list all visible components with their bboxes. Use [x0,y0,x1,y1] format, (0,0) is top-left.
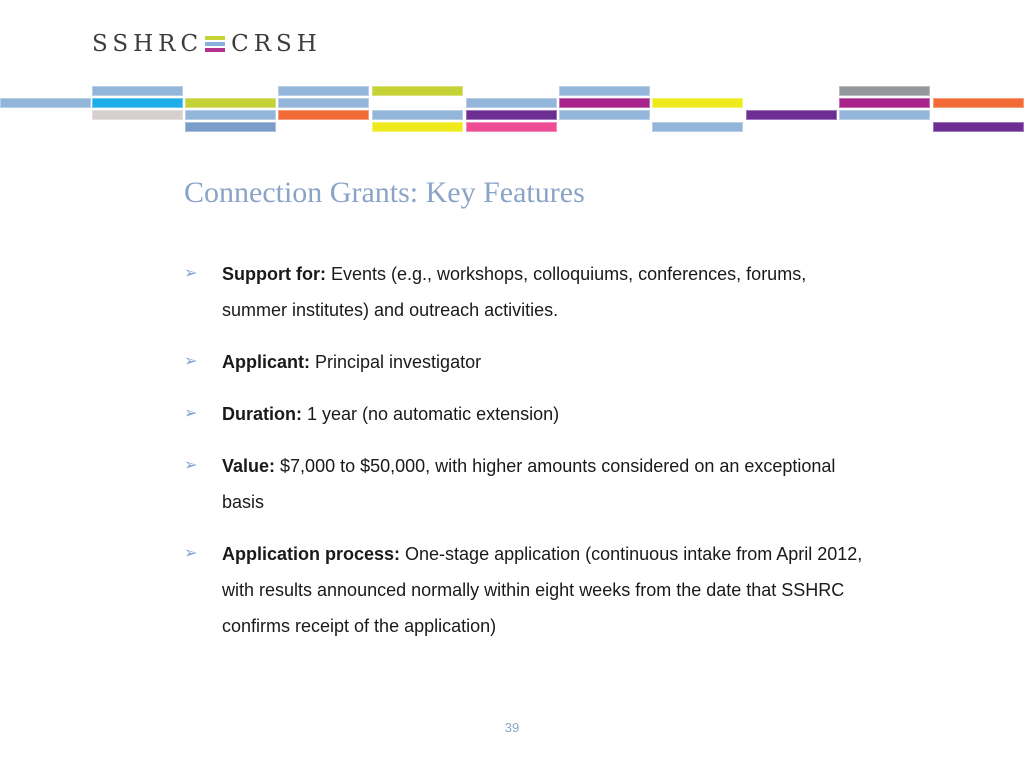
arrow-bullet-icon: ➢ [184,265,198,282]
color-bar [372,122,463,132]
feature-text: $7,000 to $50,000, with higher amounts considered on an exceptional basis [222,456,836,512]
feature-label: Duration: [222,404,302,424]
color-bar [92,98,183,108]
page-number: 39 [504,720,520,735]
feature-list [184,256,864,660]
color-bar [652,122,743,132]
feature-text: One-stage application (continuous intake from April 2012, with results announced normally within eight weeks from the date that SSHRC confirms receipt of the application) [222,544,863,636]
color-bar [0,98,91,108]
color-bar [466,98,557,108]
color-bar [92,86,183,96]
color-bar [559,110,650,120]
color-bar [185,122,276,132]
color-bar [933,122,1024,132]
decorative-color-bars [0,0,1024,140]
feature-label: Application process: [222,544,401,564]
color-bar [559,98,650,108]
feature-support [184,256,864,328]
arrow-bullet-icon: ➢ [184,457,198,474]
color-bar [652,98,743,108]
color-bar [746,110,837,120]
color-bar [278,98,369,108]
arrow-bullet-icon: ➢ [184,353,198,370]
feature-text: Principal investigator [310,352,482,372]
feature-label: Applicant: [222,352,310,372]
arrow-bullet-icon: ➢ [184,545,198,562]
logo-text-sshrc: SSHRC [92,31,204,57]
color-bar [185,98,276,108]
color-bar [372,86,463,96]
feature-duration [184,396,864,432]
feature-text: Events (e.g., workshops, colloquiums, conferences, forums, summer institutes) and outreach activities. [222,264,807,320]
feature-application-process [184,536,864,644]
color-bar [839,110,930,120]
arrow-bullet-icon: ➢ [184,405,198,422]
color-bar [933,98,1024,108]
color-bar [466,110,557,120]
feature-label: Value: [222,456,276,476]
color-bar [559,86,650,96]
color-bar [92,110,183,120]
color-bar [278,86,369,96]
color-bar [839,98,930,108]
logo-text-crsh: CRSH [231,31,322,57]
feature-label: Support for: [222,264,326,284]
color-bar [185,110,276,120]
slide-title: Connection Grants: Key Features [184,176,585,209]
feature-value [184,448,864,520]
feature-text: 1 year (no automatic extension) [302,404,560,424]
color-bar [839,86,930,96]
color-bar [466,122,557,132]
color-bar [278,110,369,120]
feature-applicant [184,344,864,380]
color-bar [372,110,463,120]
